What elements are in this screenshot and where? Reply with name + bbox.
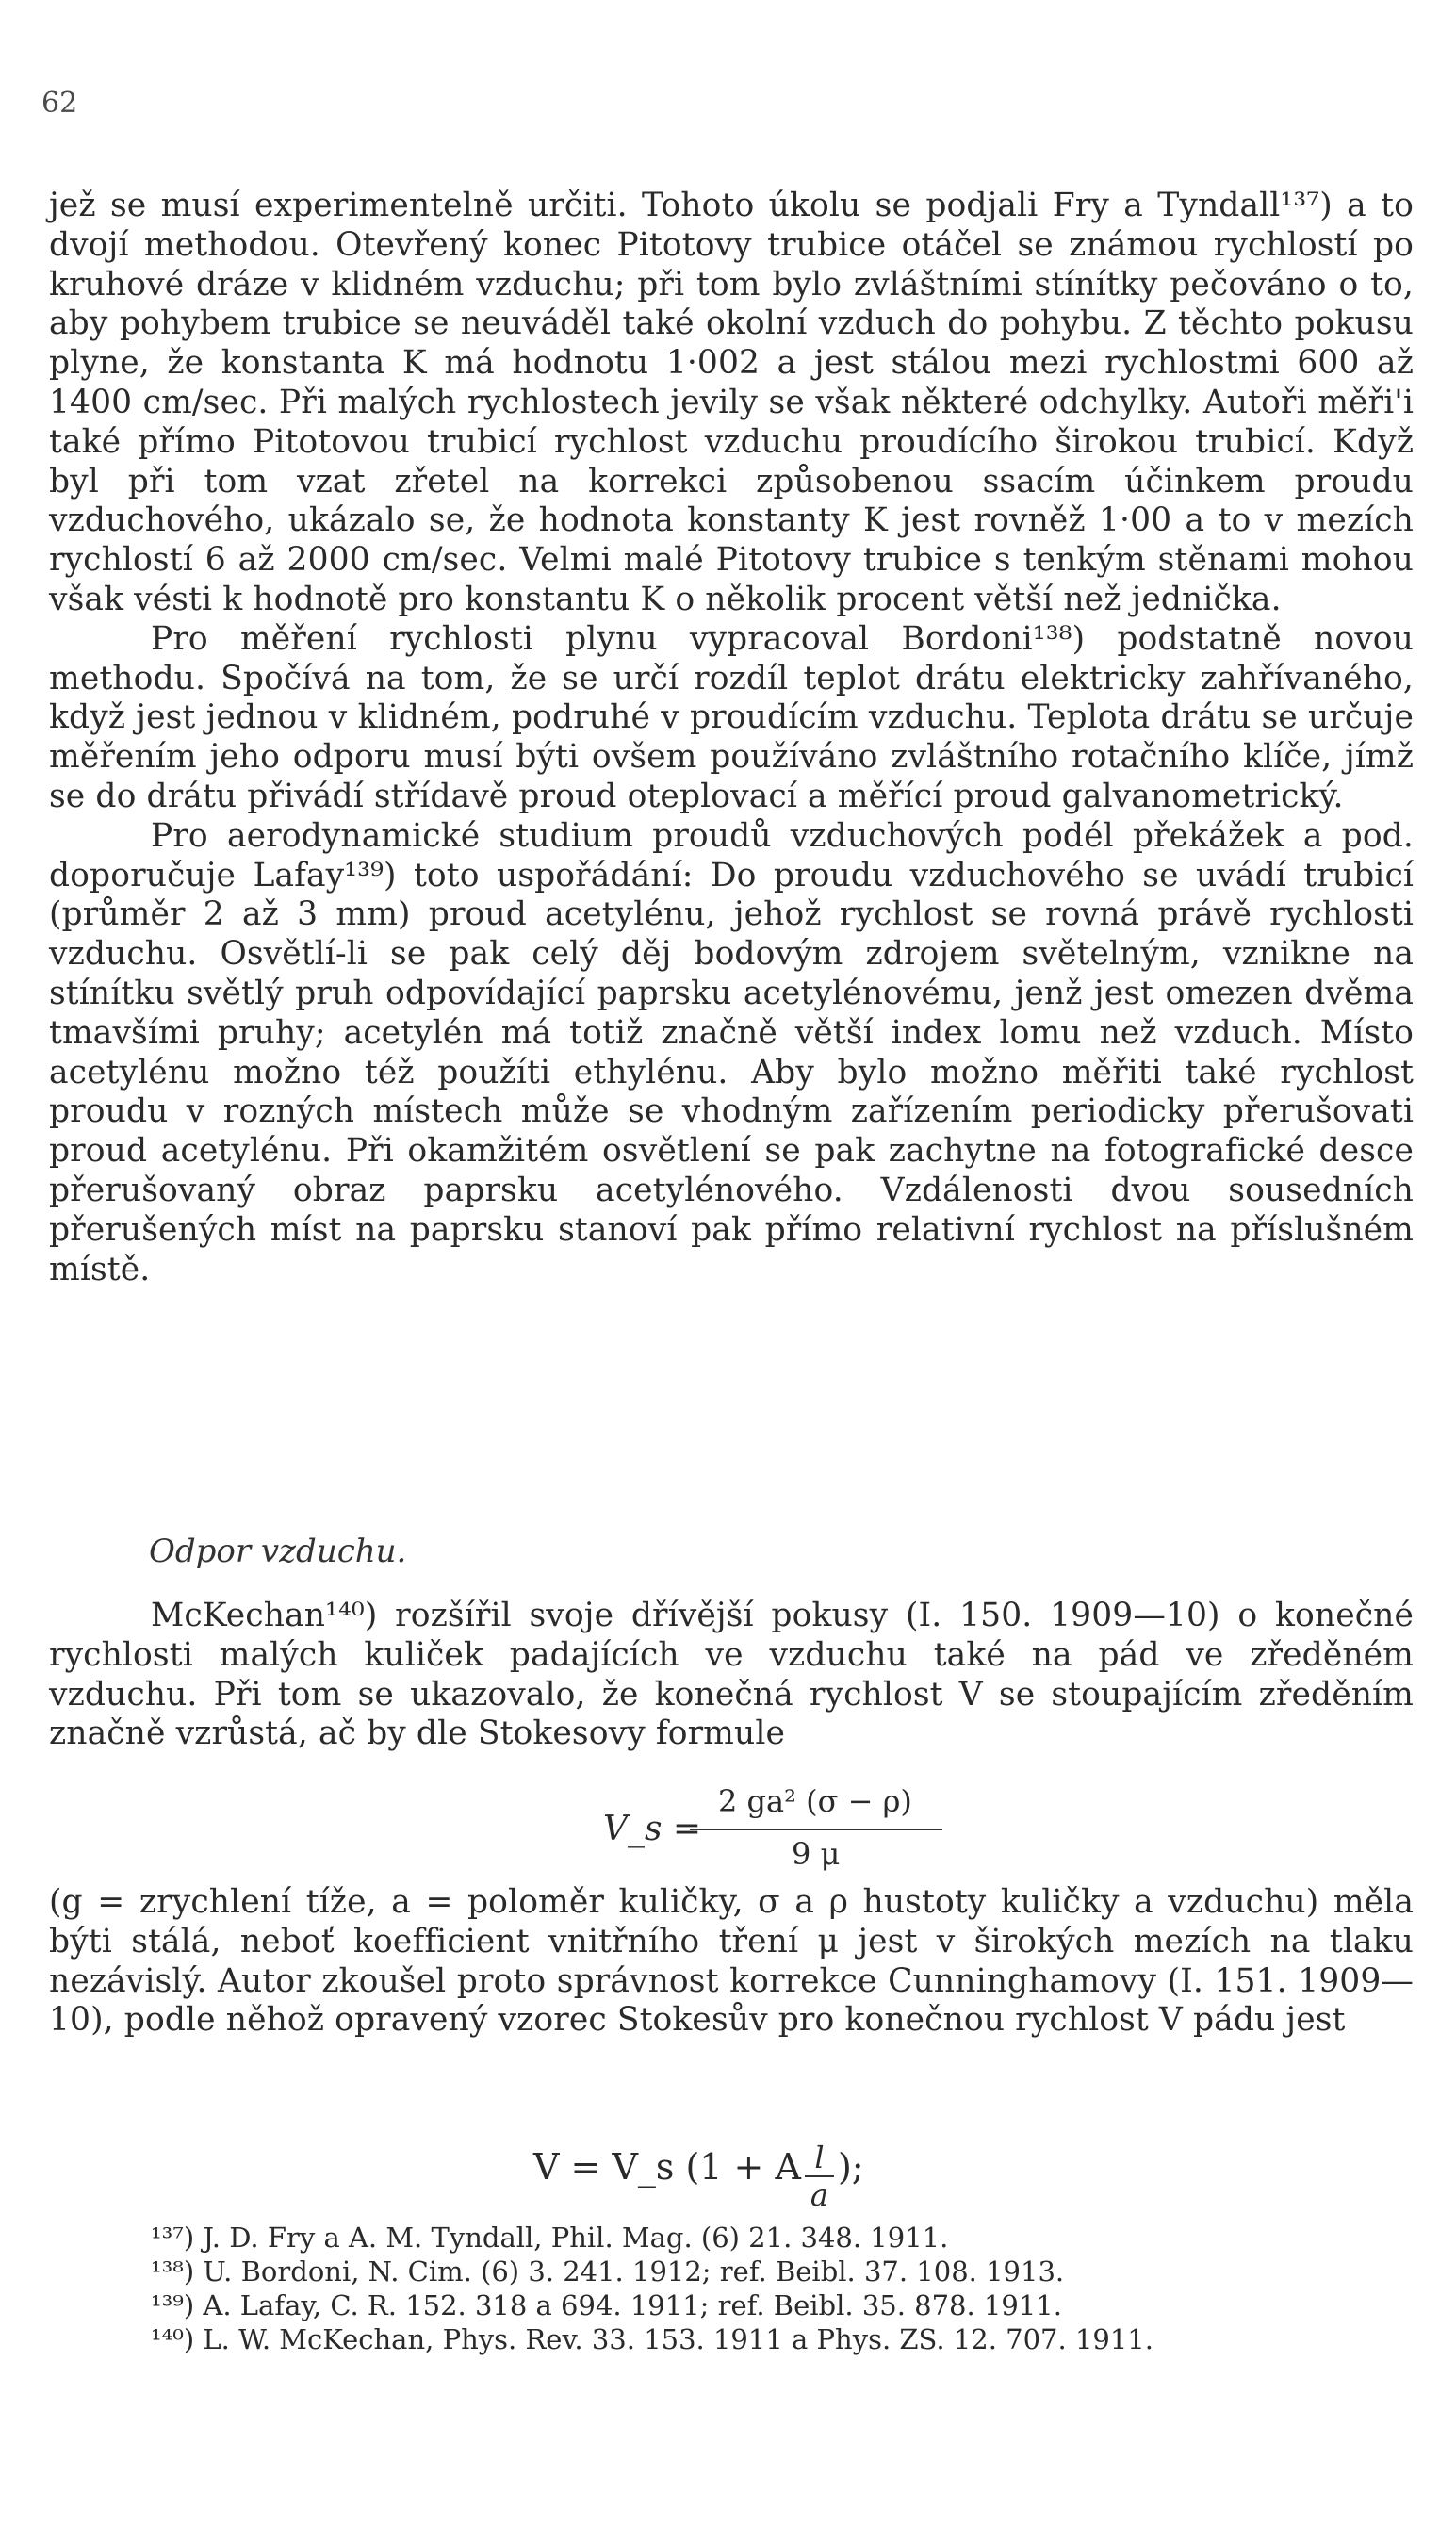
paragraph-bordoni: Pro měření rychlosti plynu vypracoval Bordoni¹³⁸) podstatně novou methodu. Spočívá na tom, že se určí rozdíl teplot drátu elektricky zahřívaného, když jest jednou v klidném, podruhé v proudícím vzduchu. Teplota drátu se určuje měřením jeho odporu musí býti ovšem používáno zvláštního rotačního klíče, jímž se do drátu přivádí střídavě proud oteplovací a měřící proud galvanometrický.	[49, 619, 1414, 815]
footnote-137: ¹³⁷) J. D. Fry a A. M. Tyndall, Phil. Mag. (6) 21. 348. 1911.	[151, 2222, 949, 2254]
footnote-139: ¹³⁹) A. Lafay, C. R. 152. 318 a 694. 1911; ref. Beibl. 35. 878. 1911.	[151, 2289, 1062, 2321]
formula-expression	[533, 2140, 864, 2213]
corrected-stokes-formula	[533, 2107, 929, 2211]
section-heading: Odpor vzduchu.	[149, 1533, 407, 1570]
footnote-138: ¹³⁸) U. Bordoni, N. Cim. (6) 3. 241. 1912; ref. Beibl. 37. 108. 1913.	[151, 2255, 1065, 2288]
body-text-mckechan	[49, 1597, 1414, 1754]
paragraph-cunningham: (g = zrychlení tíže, a = poloměr kuličky, σ a ρ hustoty kuličky a vzduchu) měla býti stálá, neboť koefficient vnitřního tření μ jest v širokých mezích na tlaku nezávislý. Autor zkoušel proto správnost korrekce Cunninghamovy (I. 151. 1909—10), podle něhož opravený vzorec Stokesův pro konečnou rychlost V pádu jest	[49, 1883, 1414, 2040]
paragraph-fry-tyndall: jež se musí experimentelně určiti. Tohoto úkolu se podjali Fry a Tyndall¹³⁷) a to dvojí methodou. Otevřený konec Pitotovy trubice otáčel se známou rychlostí po kruhové dráze v klidném vzduchu; při tom bylo zvláštními stínítky pečováno o to, aby pohybem trubice se neuváděl také okolní vzduch do pohybu. Z těchto pokusu plyne, že konstanta K má hodnotu 1·002 a jest stálou mezi rychlostmi 600 až 1400 cm/sec. Při malých rychlostech jevily se však některé odchylky. Autoři měři'i také přímo Pitotovou trubicí rychlost vzduchu proudícího širokou trubicí. Když byl při tom vzat zřetel na korrekci způsobenou ssacím účinkem proudu vzduchového, ukázalo se, že hodnota konstanty K jest rovněž 1·00 a to v mezích rychlostí 6 až 2000 cm/sec. Velmi malé Pitotovy trubice s tenkým stěnami mohou však vésti k hodnotě pro konstantu K o několik procent větší než jednička.	[49, 187, 1414, 618]
body-text-after-formula	[49, 1883, 1414, 2041]
inner-fraction-numerator: l	[805, 2140, 834, 2177]
formula2-left: V = V_s (1 + A	[533, 2146, 801, 2188]
inner-fraction-denominator: a	[810, 2177, 828, 2213]
paragraph-lafay: Pro aerodynamické studium proudů vzduchových podél překážek a pod. doporučuje Lafay¹³⁹) toto uspořádání: Do proudu vzduchového se uvádí trubicí (průměr 2 až 3 mm) proud acetylénu, jehož rychlost se rovná právě rychlosti vzduchu. Osvětlí-li se pak celý děj bodovým zdrojem světelným, vznikne na stínítku světlý pruh odpovídající paprsku acetylénovému, jenž jest omezen dvěma tmavšími pruhy; acetylén má totiž značně větší index lomu než vzduch. Místo acetylénu možno též použíti ethylénu. Aby bylo možno měřiti také rychlost proudu v rozných místech může se vhodným zařízením periodicky přerušovati proud acetylénu. Při okamžitém osvětlení se pak zachytne na fotografické desce přerušovaný obraz paprsku acetylénového. Vzdálenosti dvou sousedních přerušených míst na paprsku stanoví pak přímo relativní rychlost na příslušném místě.	[49, 816, 1414, 1288]
formula-numerator: 2 ga² (σ − ρ)	[718, 1783, 912, 1819]
inner-fraction	[805, 2140, 834, 2213]
body-text-top	[49, 187, 1414, 1289]
paragraph-mckechan: McKechan¹⁴⁰) rozšířil svoje dřívější pokusy (I. 150. 1909—10) o konečné rychlosti malých kuliček padajících ve vzduchu také na pád ve zředěném vzduchu. Při tom se ukazovalo, že konečná rychlost V se stoupajícím zředěním značně vzrůstá, ač by dle Stokesovy formule	[49, 1597, 1414, 1753]
formula2-right: );	[837, 2146, 864, 2188]
formula-denominator: 9 μ	[792, 1836, 841, 1872]
stokes-formula	[603, 1781, 942, 1885]
page-number: 62	[41, 87, 78, 120]
footnotes	[49, 2221, 1414, 2356]
footnote-140: ¹⁴⁰) L. W. McKechan, Phys. Rev. 33. 153. 1911 a Phys. ZS. 12. 707. 1911.	[151, 2323, 1153, 2355]
fraction-bar	[690, 1829, 942, 1830]
formula-lhs: V_s =	[603, 1810, 702, 1848]
